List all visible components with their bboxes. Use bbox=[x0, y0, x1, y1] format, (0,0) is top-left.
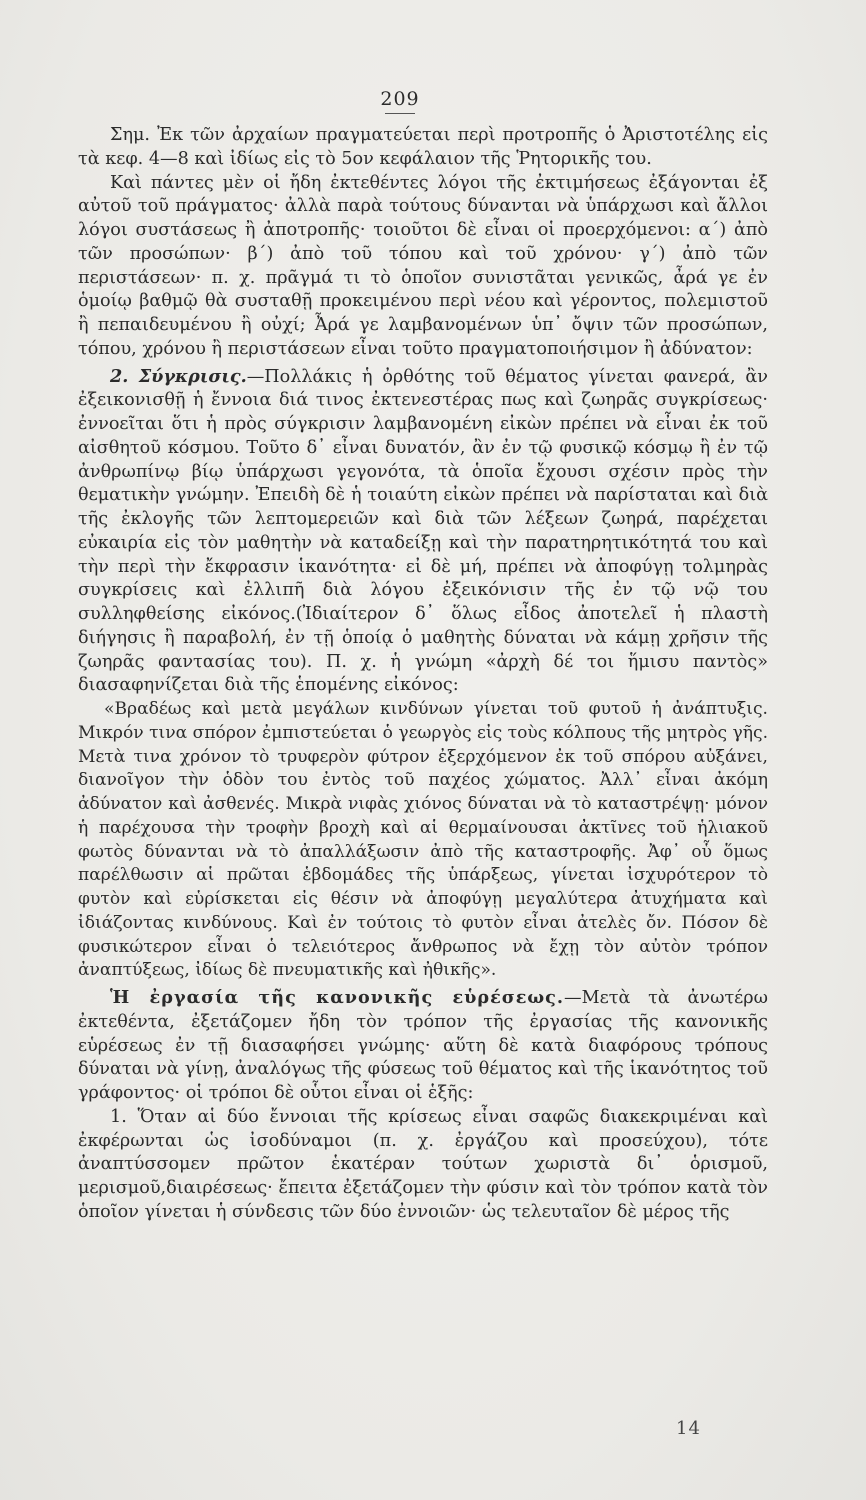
list-item-1: 1. Ὅταν αἱ δύο ἔννοιαι τῆς κρίσεως εἶναι σαφῶς διακεκριμέναι καὶ ἐκφέρωνται ὡς ἰσοδύναμοι (π. χ. ἐργάζου καὶ προσεύχου), τότε ἀναπτύσσομεν πρῶτον ἑκατέραν τούτων χωριστὰ δι᾽ ὁρισμοῦ, μερισμοῦ,διαιρέσεως· ἔπειτα ἐξετάζομεν τὴν φύσιν καὶ τὸν τρόπον κατὰ τὸν ὁποῖον γίνεται ἡ σύνδεσις τῶν δύο ἐννοιῶν· ὡς τελευταῖον δὲ μέρος τῆς bbox=[78, 1106, 768, 1222]
section-heading-regular-invention: Ἡ ἐργασία τῆς κανονικῆς εὑρέσεως. bbox=[110, 987, 565, 1008]
page-number-underline bbox=[385, 113, 415, 114]
footnote-remark: Σημ. Ἐκ τῶν ἀρχαίων πραγματεύεται περὶ προτροπῆς ὁ Ἀριστοτέλης εἰς τὰ κεφ. 4—8 καὶ ἰδίως εἰς τὸ 5ον κεφάλαιον τῆς Ῥητορικῆς του. bbox=[78, 125, 768, 169]
section-heading-comparison: 2. Σύγκρισις. bbox=[110, 365, 247, 387]
page-body bbox=[78, 124, 768, 1225]
section-comparison bbox=[78, 365, 768, 699]
example-quotation: «Βραδέως καὶ μετὰ μεγάλων κινδύνων γίνεται τοῦ φυτοῦ ἡ ἀνάπτυξις. Μικρόν τινα σπόρον ἐμπιστεύεται ὁ γεωργὸς εἰς τοὺς κόλπους τῆς μητρὸς γῆς. Μετὰ τινα χρόνον τὸ τρυφερὸν φύτρον ἐξερχόμενον ἐκ τοῦ σπόρου αὐξάνει, διανοῖγον τὴν ὁδὸν του ἐντὸς τοῦ παχέος χώματος. Ἀλλ᾽ εἶναι ἀκόμη ἀδύνατον καὶ ἀσθενές. Μικρὰ νιφὰς χιόνος δύναται νὰ τὸ καταστρέψῃ· μόνον ἡ παρέχουσα τὴν τροφὴν βροχὴ καὶ αἱ θερμαίνουσαι ἀκτῖνες τοῦ ἡλιακοῦ φωτὸς δύνανται νὰ τὸ ἀπαλλάξωσιν ἀπὸ τῆς καταστροφῆς. Ἀφ᾽ οὗ ὅμως παρέλθωσιν αἱ πρῶται ἑβδομάδες τῆς ὑπάρξεως, γίνεται ἰσχυρότερον τὸ φυτὸν καὶ εὑρίσκεται εἰς θέσιν νὰ ἀποφύγῃ μεγαλύτερα ἀτυχήματα καὶ ἰδιάζοντας κινδύνους. Καὶ ἐν τούτοις τὸ φυτὸν εἶναι ἀτελὲς ὄν. Πόσον δὲ φυσικώτερον εἶναι ὁ τελειότερος ἄνθρωπος νὰ ἔχῃ τὸν αὐτὸν τρόπον ἀναπτύξεως, ἰδίως δὲ πνευματικῆς καὶ ἠθικῆς». bbox=[78, 699, 768, 981]
section-body-regular-invention: —Μετὰ τὰ ἀνωτέρω ἐκτεθέντα, ἐξετάζομεν ἤδη τὸν τρόπον τῆς ἐργασίας τῆς κανονικῆς εὑρέσεως ἐν τῇ διασαφήσει γνώμης· αὕτη δὲ κατὰ διαφόρους τρόπους δύναται νὰ γίνῃ, ἀναλόγως τῆς φύσεως τοῦ θέματος καὶ τῆς ἱκανότητος τοῦ γράφοντος· οἱ τρόποι δὲ οὗτοι εἶναι οἱ ἑξῆς: bbox=[78, 988, 768, 1103]
section-regular-invention bbox=[78, 986, 768, 1106]
printer-signature-mark: 14 bbox=[676, 1418, 701, 1439]
paragraph-sources-of-appraisal: Καὶ πάντες μὲν οἱ ἤδη ἐκτεθέντες λόγοι τῆς ἐκτιμήσεως ἐξάγονται ἐξ αὐτοῦ τοῦ πράγματος· ἀλλὰ παρὰ τούτους δύνανται νὰ ὑπάρχωσι καὶ ἄλλοι λόγοι συστάσεως ἢ ἀποτροπῆς· τοιοῦτοι δὲ εἶναι οἱ προερχόμενοι: α΄) ἀπὸ τῶν προσώπων· β΄) ἀπὸ τοῦ τόπου καὶ τοῦ χρόνου· γ΄) ἀπὸ τῶν περιστάσεων· π. χ. πρᾶγμά τι τὸ ὁποῖον συνιστᾶται γενικῶς, ἆρά γε ἐν ὁμοίῳ βαθμῷ θὰ συσταθῇ προκειμένου περὶ νέου καὶ γέροντος, πολεμιστοῦ ἢ πεπαιδευμένου ἢ οὐχί; Ἆρά γε λαμβανομένων ὑπ᾽ ὄψιν τῶν προσώπων, τόπου, χρόνου ἢ περιστάσεων εἶναι τοῦτο πραγματοποιήσιμον ἢ ἀδύνατον: bbox=[78, 172, 768, 359]
page-number: 209 bbox=[380, 88, 420, 110]
section-body-comparison: —Πολλάκις ἡ ὀρθότης τοῦ θέματος γίνεται φανερά, ἂν ἐξεικονισθῇ ἡ ἔννοια διά τινος ἐκτενεστέρας πως καὶ ζωηρᾶς συγκρίσεως· ἐννοεῖται ὅτι ἡ πρὸς σύγκρισιν λαμβανομένη εἰκὼν πρέπει νὰ εἶναι ἐκ τοῦ αἰσθητοῦ κόσμου. Τοῦτο δ᾽ εἶναι δυνατόν, ἂν ἐν τῷ φυσικῷ κόσμῳ ἢ ἐν τῷ ἀνθρωπίνῳ βίῳ ὑπάρχωσι γεγονότα, τὰ ὁποῖα ἔχουσι σχέσιν πρὸς τὴν θεματικὴν γνώμην. Ἐπειδὴ δὲ ἡ τοιαύτη εἰκὼν πρέπει νὰ παρίσταται καὶ διὰ τῆς ἐκλογῆς τῶν λεπτομερειῶν καὶ διὰ τῶν λέξεων ζωηρά, παρέχεται εὐκαιρία εἰς τὸν μαθητὴν νὰ καταδείξῃ καὶ τὴν παρατηρητικότητά του καὶ τὴν περὶ τὴν ἔκφρασιν ἱκανότητα· εἰ δὲ μή, πρέπει νὰ ἀποφύγῃ τολμηρὰς συγκρίσεις καὶ ἐλλιπῆ διὰ λόγου ἐξεικόνισιν τῆς ἐν τῷ νῷ του συλληφθείσης εἰκόνος.(Ἰδιαίτερον δ᾽ ὅλως εἶδος ἀποτελεῖ ἡ πλαστὴ διήγησις ἢ παραβολή, ἐν τῇ ὁποίᾳ ὁ μαθητὴς δύναται νὰ κάμῃ χρῆσιν τῆς ζωηρᾶς φαντασίας του). Π. χ. ἡ γνώμη «ἀρχὴ δέ τοι ἥμισυ παντὸς» διασαφηνίζεται διὰ τῆς ἑπομένης εἰκόνος: bbox=[78, 366, 768, 696]
